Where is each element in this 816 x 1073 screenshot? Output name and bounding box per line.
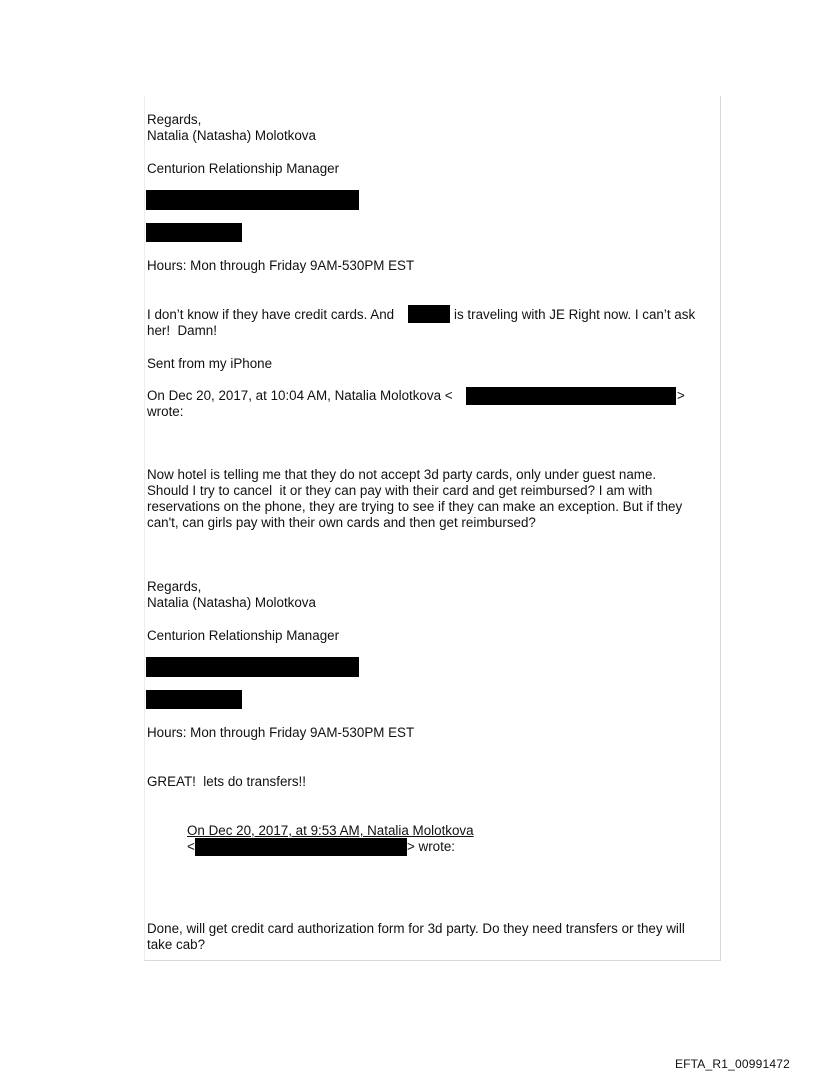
msg2-line: reservations on the phone, they are trying to see if they can make an exception. But if they: [147, 499, 683, 514]
msg4-line1: Done, will get credit card authorization form for 3d party. Do they need transfers or they will: [147, 921, 685, 936]
sig1-title: Centurion Relationship Manager: [147, 161, 340, 176]
msg1-line2: her! Damn!: [147, 323, 217, 338]
msg1-quote-header: On Dec 20, 2017, at 10:04 AM, Natalia Molotkova <: [147, 388, 453, 403]
msg2-line: can't, can girls pay with their own cards and then get reimbursed?: [147, 515, 536, 530]
msg3-quote-close: > wrote:: [407, 839, 456, 854]
msg3-text: GREAT! lets do transfers!!: [147, 774, 307, 789]
redaction-bar: [146, 223, 242, 242]
msg2-line: Should I try to cancel it or they can pay with their card and get reimbursed? I am with: [147, 483, 653, 498]
redaction-bar: [195, 838, 407, 856]
msg2-line: Now hotel is telling me that they do not accept 3d party cards, only under guest name.: [147, 467, 657, 482]
redaction-bar: [408, 305, 450, 323]
msg1-sent-from: Sent from my iPhone: [147, 356, 273, 371]
sig2-regards: Regards,: [147, 579, 202, 594]
sig1-hours: Hours: Mon through Friday 9AM-530PM EST: [147, 258, 415, 273]
sig1-name: Natalia (Natasha) Molotkova: [147, 128, 316, 143]
msg4-line2: take cab?: [147, 937, 206, 952]
sig2-name: Natalia (Natasha) Molotkova: [147, 595, 316, 610]
sig2-hours: Hours: Mon through Friday 9AM-530PM EST: [147, 725, 415, 740]
msg1-quote-header-close: >: [677, 388, 685, 403]
msg1-line1-start: I don’t know if they have credit cards. And: [147, 307, 395, 322]
msg3-quote-open: <: [187, 839, 195, 854]
msg1-quote-wrote: wrote:: [147, 404, 184, 419]
redaction-bar: [466, 387, 676, 405]
redaction-bar: [146, 657, 359, 677]
bates-number: EFTA_R1_00991472: [674, 1057, 790, 1071]
sig2-title: Centurion Relationship Manager: [147, 628, 340, 643]
sig1-regards: Regards,: [147, 112, 202, 127]
redaction-bar: [146, 690, 242, 709]
msg3-quote-header: On Dec 20, 2017, at 9:53 AM, Natalia Molotkova: [187, 823, 474, 838]
redaction-bar: [146, 190, 359, 210]
msg1-line1-end: is traveling with JE Right now. I can’t ask: [454, 307, 696, 322]
